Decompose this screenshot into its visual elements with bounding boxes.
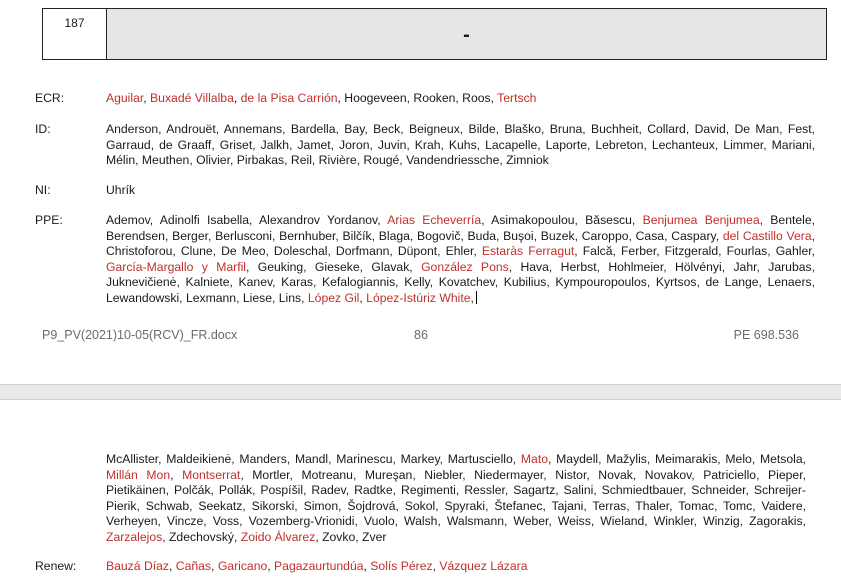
member-name-highlighted: Bauzá Díaz bbox=[106, 559, 170, 573]
member-names: , bbox=[267, 559, 275, 573]
member-name-highlighted: López-Istúriz White bbox=[366, 290, 471, 305]
member-names: McAllister, Maldeikienė, Manders, Mandl, Marinescu, Markey, Martusciello, bbox=[106, 452, 521, 466]
member-names: , Falcă, Ferber, Fitzgerald, Fourlas, Gahler, bbox=[574, 244, 815, 258]
member-names: , bbox=[432, 559, 440, 573]
member-name-highlighted: Cañas bbox=[175, 559, 212, 573]
member-names: Ademov, Adinolfi Isabella, Alexandrov Yordanov, bbox=[106, 213, 388, 227]
group-label: NI: bbox=[35, 183, 51, 197]
member-names: , bbox=[233, 91, 241, 105]
group-members bbox=[106, 122, 815, 169]
member-names: , bbox=[169, 559, 176, 573]
member-names: , bbox=[143, 91, 151, 105]
group-members bbox=[106, 183, 815, 199]
member-name-highlighted: Estaràs Ferragut bbox=[481, 244, 575, 258]
member-names: Uhrík bbox=[106, 183, 136, 197]
group-ecr bbox=[35, 91, 815, 107]
member-name-highlighted: Millán Mon bbox=[106, 467, 171, 482]
member-name-highlighted: Zoido Álvarez bbox=[240, 529, 316, 544]
group-ppe bbox=[35, 213, 815, 306]
member-names: , bbox=[363, 559, 371, 573]
member-names: , Asimakopoulou, Băsescu, bbox=[481, 213, 643, 227]
footer-page-number: 86 bbox=[414, 328, 428, 342]
member-names: , Maydell, Mažylis, Meimarakis, Melo, Metsola, bbox=[548, 452, 807, 466]
member-name-highlighted: Mato bbox=[520, 452, 549, 466]
vote-number: 187 bbox=[43, 9, 107, 59]
member-names: , Christoforou, Clune, De Meo, Doleschal, Dorfmann, Düpont, Ehler, bbox=[106, 228, 815, 258]
group-label: ID: bbox=[35, 122, 51, 136]
member-names: , Bentele, Berendsen, Berger, Berlusconi, Bernhuber, Bilčík, Blaga, Bogovič, Buda, Buşoi, Buzek, Caroppo, Casa, Caspary, bbox=[106, 213, 816, 243]
member-name-highlighted: López Gil bbox=[307, 290, 360, 305]
member-name-highlighted: García-Margallo y Marfil bbox=[106, 259, 246, 274]
member-names: , Hava, Herbst, Hohlmeier, Hölvényi, Jahr, Jarubas, Juknevičienė, Kalniete, Kanev, Karas, Kefalogiannis, Kelly, Kovatchev, Kubilius, Kympouropoulos, Kyrtsos, de Lange, Lenaers, Lewandowski, Lexmann, Liese, Lins, bbox=[106, 259, 815, 305]
member-name-highlighted: Zarzalejos bbox=[106, 529, 163, 544]
vote-header-table bbox=[42, 8, 827, 60]
group-label: Renew: bbox=[35, 559, 77, 573]
text-cursor bbox=[476, 291, 477, 304]
member-name-highlighted: Solís Pérez bbox=[370, 559, 433, 573]
page-footer bbox=[42, 328, 799, 344]
group-label: ECR: bbox=[35, 91, 65, 105]
member-names: , Hoogeveen, Rooken, Roos, bbox=[337, 91, 498, 105]
member-names: , Zdechovský, bbox=[162, 529, 241, 544]
member-names: , bbox=[211, 559, 218, 573]
group-members bbox=[106, 91, 815, 107]
member-names: Anderson, Androuët, Annemans, Bardella, Bay, Beck, Beigneux, Bilde, Blaško, Bruna, Buchheit, Collard, David, De Man, Fest, Garraud, de Graaff, Griset, Jalkh, Jamet, Joron, Juvin, Krah, Kuhs, Lacapelle, Laporte, Lebreton, Lechanteux, Limmer, Mariani, Mélin, Meuthen, Olivier, Pirbakas, Reil, Rivière, Rougé, Vandendriessche, Zimniok bbox=[106, 122, 815, 167]
page-break-gap bbox=[0, 384, 841, 400]
member-name-highlighted: Montserrat bbox=[182, 467, 241, 482]
group-members bbox=[106, 213, 815, 306]
ppe-members-continued bbox=[106, 452, 806, 545]
member-name-highlighted: Garicano bbox=[217, 559, 268, 573]
member-names: , bbox=[470, 290, 474, 305]
group-label: PPE: bbox=[35, 213, 63, 227]
group-id bbox=[35, 122, 815, 169]
member-name-highlighted: de la Pisa Carrión bbox=[240, 91, 338, 105]
member-names: , Zovko, Zver bbox=[315, 529, 387, 544]
member-name-highlighted: Benjumea Benjumea bbox=[642, 213, 760, 227]
group-members bbox=[106, 559, 815, 575]
member-name-highlighted: Buxadé Villalba bbox=[150, 91, 234, 105]
group-renew bbox=[35, 559, 815, 575]
member-names: , bbox=[359, 290, 367, 305]
member-name-highlighted: Aguilar bbox=[106, 91, 144, 105]
member-name-highlighted: Pagazaurtundúa bbox=[274, 559, 364, 573]
member-names: , bbox=[170, 467, 183, 482]
member-name-highlighted: Arias Echeverría bbox=[387, 213, 482, 227]
member-name-highlighted: González Pons bbox=[421, 259, 509, 274]
footer-reference: PE 698.536 bbox=[733, 328, 799, 342]
vote-title: - bbox=[107, 9, 826, 59]
member-name-highlighted: del Castillo Vera bbox=[722, 228, 812, 243]
member-names: , Mortler, Motreanu, Mureşan, Niebler, Niedermayer, Nistor, Novak, Novakov, Patriciello, Pieper, Pietikäinen, Polčák, Pollák, Pospíšil, Radev, Radtke, Regimenti, Ressler, Sagartz, Salini, Schmiedtbauer, Schneider, Schreijer-Pierik, Schwab, Seekatz, Sikorski, Simon, Šojdrová, Sokol, Spyraki, Štefanec, Tajani, Terras, Thaler, Tomac, Tomc, Vaidere, Verheyen, Vincze, Voss, Vozemberg-Vrionidi, Vuolo, Walsh, Walsmann, Weber, Weiss, Wieland, Winkler, Winzig, Zagorakis, bbox=[106, 467, 806, 528]
member-name-highlighted: Vázquez Lázara bbox=[439, 559, 528, 573]
member-names: , Geuking, Gieseke, Glavak, bbox=[246, 259, 422, 274]
group-ni bbox=[35, 183, 815, 199]
footer-doc-name: P9_PV(2021)10-05(RCV)_FR.docx bbox=[42, 328, 238, 342]
member-name-highlighted: Tertsch bbox=[497, 91, 537, 105]
